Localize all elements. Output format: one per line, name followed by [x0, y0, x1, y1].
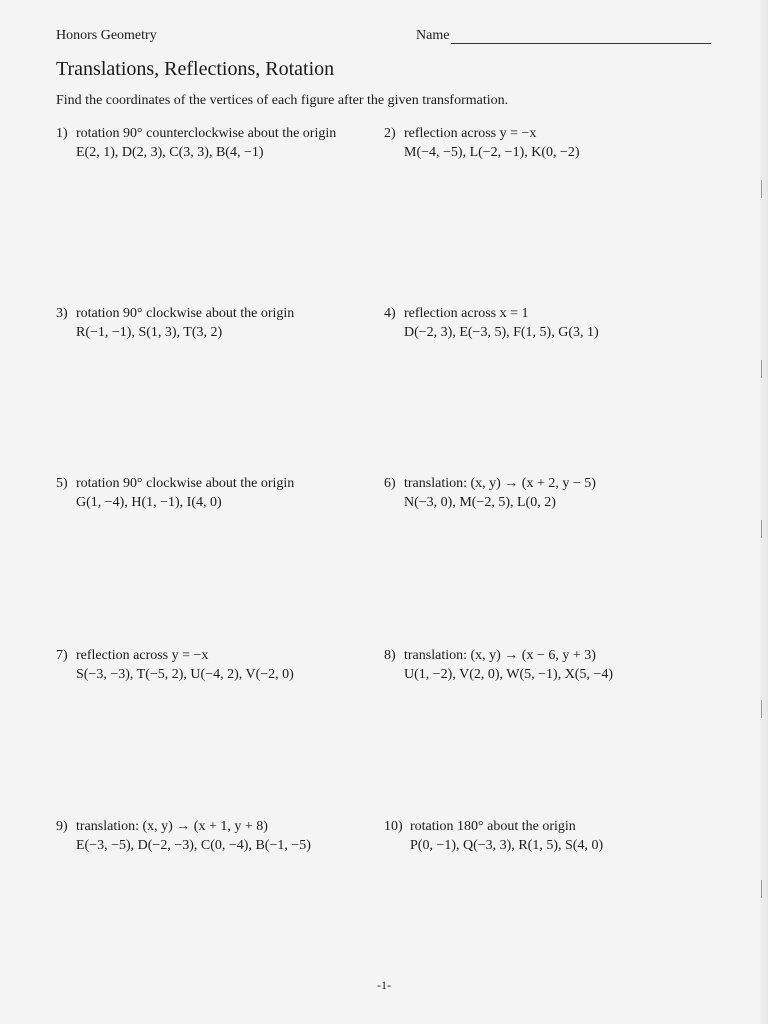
problem-number: 5): [56, 476, 68, 491]
problem-number: 3): [56, 306, 68, 321]
problem-transformation: translation: (x, y) → (x + 1, y + 8): [76, 819, 268, 834]
page-edge-shadow: [758, 0, 768, 1024]
problem-3: [56, 305, 356, 341]
problem-number: 1): [56, 126, 68, 141]
problem-5: [56, 475, 356, 511]
problem-8: [384, 647, 684, 683]
problem-number: 4): [384, 306, 396, 321]
problem-transformation: rotation 90° clockwise about the origin: [76, 306, 295, 321]
problem-points: D(−2, 3), E(−3, 5), F(1, 5), G(3, 1): [404, 325, 599, 340]
scan-edge-mark: [761, 360, 762, 378]
instructions: Find the coordinates of the vertices of each figure after the given transformation.: [56, 93, 509, 108]
scan-edge-mark: [761, 700, 762, 718]
scan-edge-mark: [761, 880, 762, 898]
problem-points: E(2, 1), D(2, 3), C(3, 3), B(4, −1): [76, 145, 264, 160]
page-number: -1-: [377, 978, 391, 992]
problem-number: 10): [384, 819, 403, 834]
problem-number: 9): [56, 819, 68, 834]
name-blank-line[interactable]: [451, 29, 711, 44]
problem-transformation: rotation 90° counterclockwise about the origin: [76, 126, 337, 141]
name-field: [416, 28, 711, 44]
problem-points: N(−3, 0), M(−2, 5), L(0, 2): [404, 495, 556, 510]
problem-9: [56, 818, 356, 854]
problem-number: 2): [384, 126, 396, 141]
problem-1: [56, 125, 346, 161]
problem-10: [384, 818, 684, 854]
course-name: Honors Geometry: [56, 28, 157, 43]
problem-points: P(0, −1), Q(−3, 3), R(1, 5), S(4, 0): [410, 838, 604, 853]
worksheet-title: Translations, Reflections, Rotation: [56, 58, 335, 80]
problem-7: [56, 647, 356, 683]
scan-edge-mark: [761, 180, 762, 198]
problem-transformation: rotation 90° clockwise about the origin: [76, 476, 295, 491]
problem-points: E(−3, −5), D(−2, −3), C(0, −4), B(−1, −5): [76, 838, 311, 853]
problem-6: [384, 475, 684, 511]
problem-points: S(−3, −3), T(−5, 2), U(−4, 2), V(−2, 0): [76, 667, 294, 682]
problem-4: [384, 305, 684, 341]
problem-2: [384, 125, 684, 161]
problem-points: G(1, −4), H(1, −1), I(4, 0): [76, 495, 222, 510]
problem-points: U(1, −2), V(2, 0), W(5, −1), X(5, −4): [404, 667, 614, 682]
problem-transformation: translation: (x, y) → (x − 6, y + 3): [404, 648, 596, 663]
problem-number: 6): [384, 476, 396, 491]
problem-number: 7): [56, 648, 68, 663]
scan-edge-mark: [761, 520, 762, 538]
name-label: Name: [416, 28, 450, 43]
problem-transformation: reflection across y = −x: [404, 126, 537, 141]
problem-transformation: reflection across y = −x: [76, 648, 209, 663]
problem-number: 8): [384, 648, 396, 663]
problem-transformation: translation: (x, y) → (x + 2, y − 5): [404, 476, 596, 491]
problem-transformation: reflection across x = 1: [404, 306, 529, 321]
problem-points: M(−4, −5), L(−2, −1), K(0, −2): [404, 145, 580, 160]
problem-points: R(−1, −1), S(1, 3), T(3, 2): [76, 325, 223, 340]
problem-transformation: rotation 180° about the origin: [410, 819, 576, 834]
